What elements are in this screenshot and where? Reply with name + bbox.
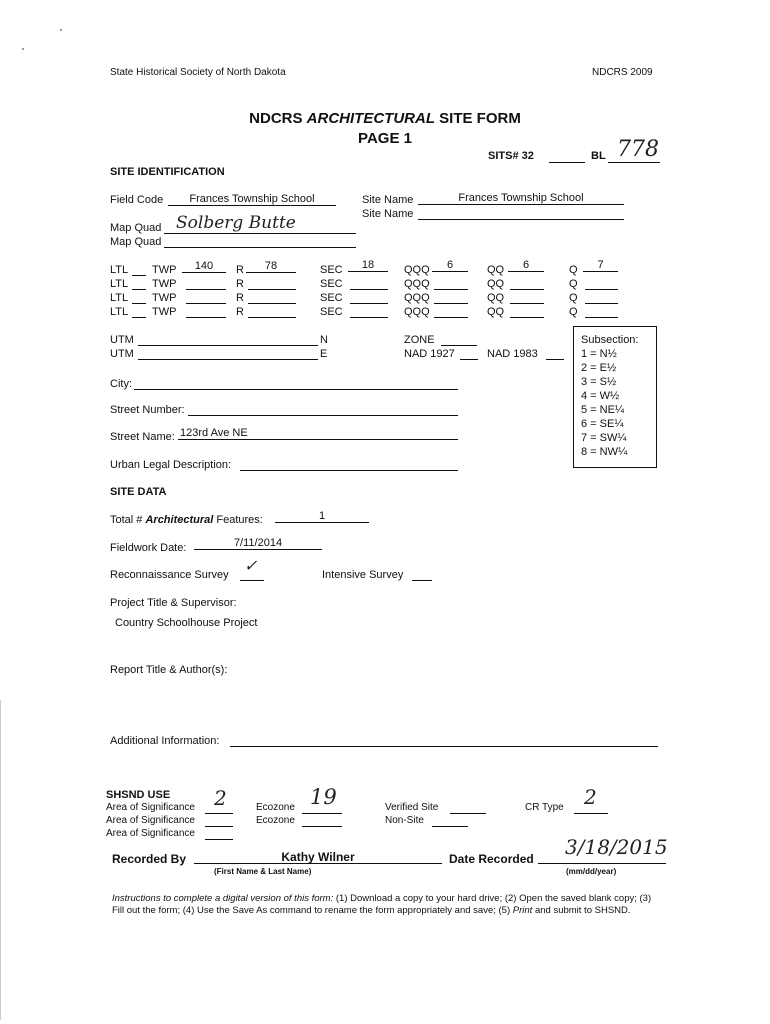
site-name-field[interactable]: Frances Township School bbox=[418, 192, 624, 205]
date-recorded-label: Date Recorded bbox=[449, 852, 534, 866]
utm-east-line[interactable] bbox=[138, 347, 318, 360]
ltl-line[interactable] bbox=[132, 291, 146, 304]
twp-label: TWP bbox=[152, 264, 177, 276]
recorded-by-label: Recorded By bbox=[112, 852, 187, 866]
ecozone-label: Ecozone bbox=[256, 802, 295, 813]
subsection-item: 2 = E½ bbox=[581, 362, 617, 374]
city-label: City: bbox=[110, 378, 132, 390]
scan-speck bbox=[60, 29, 62, 31]
verified-site-label: Verified Site bbox=[385, 802, 439, 813]
aos-label: Area of Significance bbox=[106, 802, 195, 813]
utm-n-label: N bbox=[320, 334, 328, 346]
qq-label: QQ bbox=[487, 292, 505, 304]
twp-line[interactable] bbox=[186, 305, 226, 318]
qq-line[interactable] bbox=[510, 291, 544, 304]
site-data-heading: SITE DATA bbox=[110, 486, 167, 498]
ltl-label: LTL bbox=[110, 292, 129, 304]
aos-line[interactable] bbox=[205, 814, 233, 827]
q-label: Q bbox=[569, 306, 578, 318]
qq-line[interactable] bbox=[510, 305, 544, 318]
instructions: Instructions to complete a digital version of this form: (1) Download a copy to your hard drive; (2) Open the saved blank copy; (3) Fill out the form; (4) Use the Save As command to rename the form appropriately and save; (5) Print and submit to SHSND. bbox=[112, 893, 652, 916]
field-code-field[interactable]: Frances Township School bbox=[168, 193, 336, 206]
twp-label: TWP bbox=[152, 292, 177, 304]
intensive-line[interactable] bbox=[412, 568, 432, 581]
site-name-2-field[interactable] bbox=[418, 207, 624, 220]
features-label: Total # Architectural Features: bbox=[110, 514, 263, 526]
recorded-by-field[interactable]: Kathy Wilner bbox=[194, 851, 442, 864]
fieldwork-field[interactable]: 7/11/2014 bbox=[194, 537, 322, 550]
page-subtitle: PAGE 1 bbox=[358, 130, 412, 147]
subsection-item: 4 = W½ bbox=[581, 390, 620, 402]
bl-label: BL bbox=[591, 150, 606, 162]
twp-line[interactable] bbox=[186, 277, 226, 290]
r-line[interactable] bbox=[248, 291, 296, 304]
aos-label: Area of Significance bbox=[106, 815, 195, 826]
ecozone-line[interactable] bbox=[302, 814, 342, 827]
q-line[interactable] bbox=[585, 277, 618, 290]
street-name-field[interactable]: 123rd Ave NE bbox=[178, 427, 458, 440]
subsection-title: Subsection: bbox=[581, 334, 639, 346]
utm-e-label: E bbox=[320, 348, 328, 360]
r-field[interactable]: 78 bbox=[246, 260, 296, 273]
q-line[interactable] bbox=[585, 291, 618, 304]
nad1983-label: NAD 1983 bbox=[487, 348, 538, 360]
cr-type-value: 2 bbox=[584, 785, 597, 809]
recorded-by-caption: (First Name & Last Name) bbox=[214, 867, 312, 876]
r-line[interactable] bbox=[248, 277, 296, 290]
project-value[interactable]: Country Schoolhouse Project bbox=[115, 617, 258, 629]
non-site-label: Non-Site bbox=[385, 815, 424, 826]
non-site-line[interactable] bbox=[432, 814, 468, 827]
recon-checkmark: ✓ bbox=[244, 556, 258, 575]
verified-site-line[interactable] bbox=[450, 801, 486, 814]
field-code-label: Field Code bbox=[110, 194, 164, 206]
ltl-label: LTL bbox=[110, 306, 129, 318]
ltl-line[interactable] bbox=[132, 277, 146, 290]
subsection-item: 8 = NW¼ bbox=[581, 446, 628, 458]
qqq-line[interactable] bbox=[434, 277, 468, 290]
scan-edge bbox=[0, 700, 1, 1020]
map-quad-2-line[interactable] bbox=[164, 235, 356, 248]
subsection-item: 3 = S½ bbox=[581, 376, 617, 388]
qqq-label: QQQ bbox=[404, 264, 430, 276]
map-quad-value: Solberg Butte bbox=[176, 213, 296, 233]
city-line[interactable] bbox=[134, 377, 458, 390]
sits-line bbox=[549, 150, 585, 163]
q-label: Q bbox=[569, 264, 578, 276]
form-code: NDCRS 2009 bbox=[592, 67, 653, 78]
qqq-line[interactable] bbox=[434, 305, 468, 318]
zone-line[interactable] bbox=[441, 333, 477, 346]
subsection-item: 6 = SE¼ bbox=[581, 418, 624, 430]
aos-value: 2 bbox=[214, 786, 227, 810]
bl-value: 778 bbox=[617, 137, 659, 162]
street-number-label: Street Number: bbox=[110, 404, 185, 416]
report-label: Report Title & Author(s): bbox=[110, 664, 228, 676]
features-field[interactable]: 1 bbox=[275, 510, 369, 523]
nad1983-line[interactable] bbox=[546, 347, 564, 360]
r-label: R bbox=[236, 264, 244, 276]
sec-line[interactable] bbox=[350, 305, 388, 318]
additional-line[interactable] bbox=[230, 734, 658, 747]
utm-label: UTM bbox=[110, 334, 134, 346]
date-recorded-caption: (mm/dd/year) bbox=[566, 867, 617, 876]
map-quad-label: Map Quad bbox=[110, 222, 162, 234]
urban-legal-label: Urban Legal Description: bbox=[110, 459, 232, 471]
site-name-label: Site Name bbox=[362, 194, 414, 206]
ltl-label: LTL bbox=[110, 278, 129, 290]
street-number-line[interactable] bbox=[188, 403, 458, 416]
r-line[interactable] bbox=[248, 305, 296, 318]
aos-line[interactable] bbox=[205, 827, 233, 840]
twp-field[interactable]: 140 bbox=[182, 260, 226, 273]
subsection-item: 1 = N½ bbox=[581, 348, 617, 360]
subsection-item: 7 = SW¼ bbox=[581, 432, 627, 444]
org-header: State Historical Society of North Dakota bbox=[110, 67, 286, 78]
site-name-2-label: Site Name bbox=[362, 208, 414, 220]
q-label: Q bbox=[569, 278, 578, 290]
sec-label: SEC bbox=[320, 264, 343, 276]
cr-type-label: CR Type bbox=[525, 802, 564, 813]
shsnd-heading: SHSND USE bbox=[106, 789, 171, 801]
project-label: Project Title & Supervisor: bbox=[110, 597, 237, 609]
sec-line[interactable] bbox=[350, 277, 388, 290]
utm-label: UTM bbox=[110, 348, 134, 360]
r-label: R bbox=[236, 292, 244, 304]
qqq-line[interactable] bbox=[434, 291, 468, 304]
ltl-line[interactable] bbox=[132, 305, 146, 318]
qq-label: QQ bbox=[487, 278, 505, 290]
q-line[interactable] bbox=[585, 305, 618, 318]
page-title: NDCRS ARCHITECTURAL SITE FORM bbox=[249, 110, 521, 127]
subsection-item: 5 = NE¼ bbox=[581, 404, 625, 416]
nad1927-line[interactable] bbox=[460, 347, 478, 360]
sec-line[interactable] bbox=[350, 291, 388, 304]
scan-speck bbox=[22, 48, 24, 50]
twp-label: TWP bbox=[152, 278, 177, 290]
r-label: R bbox=[236, 278, 244, 290]
nad1927-label: NAD 1927 bbox=[404, 348, 455, 360]
q-field[interactable]: 7 bbox=[583, 259, 618, 272]
aos-label: Area of Significance bbox=[106, 828, 195, 839]
street-name-label: Street Name: bbox=[110, 431, 175, 443]
ecozone-value: 19 bbox=[310, 785, 337, 809]
qqq-label: QQQ bbox=[404, 292, 430, 304]
zone-label: ZONE bbox=[404, 334, 435, 346]
sec-field[interactable]: 18 bbox=[348, 259, 388, 272]
recon-label: Reconnaissance Survey bbox=[110, 569, 229, 581]
site-identification-heading: SITE IDENTIFICATION bbox=[110, 166, 225, 178]
sec-label: SEC bbox=[320, 292, 343, 304]
fieldwork-label: Fieldwork Date: bbox=[110, 542, 187, 554]
twp-line[interactable] bbox=[186, 291, 226, 304]
utm-north-line[interactable] bbox=[138, 333, 318, 346]
qq-label: QQ bbox=[487, 306, 505, 318]
ltl-line[interactable] bbox=[132, 263, 146, 276]
ltl-label: LTL bbox=[110, 264, 129, 276]
intensive-label: Intensive Survey bbox=[322, 569, 404, 581]
qqq-label: QQQ bbox=[404, 278, 430, 290]
qq-field[interactable]: 6 bbox=[508, 259, 544, 272]
sits-label: SITS# 32 bbox=[488, 150, 534, 162]
sec-label: SEC bbox=[320, 278, 343, 290]
ecozone-label: Ecozone bbox=[256, 815, 295, 826]
urban-legal-line[interactable] bbox=[240, 458, 458, 471]
r-label: R bbox=[236, 306, 244, 318]
twp-label: TWP bbox=[152, 306, 177, 318]
map-quad-2-label: Map Quad bbox=[110, 236, 162, 248]
sec-label: SEC bbox=[320, 306, 343, 318]
date-recorded-value: 3/18/2015 bbox=[565, 835, 668, 859]
qqq-label: QQQ bbox=[404, 306, 430, 318]
qq-label: QQ bbox=[487, 264, 505, 276]
additional-label: Additional Information: bbox=[110, 735, 220, 747]
qqq-field[interactable]: 6 bbox=[432, 259, 468, 272]
qq-line[interactable] bbox=[510, 277, 544, 290]
q-label: Q bbox=[569, 292, 578, 304]
